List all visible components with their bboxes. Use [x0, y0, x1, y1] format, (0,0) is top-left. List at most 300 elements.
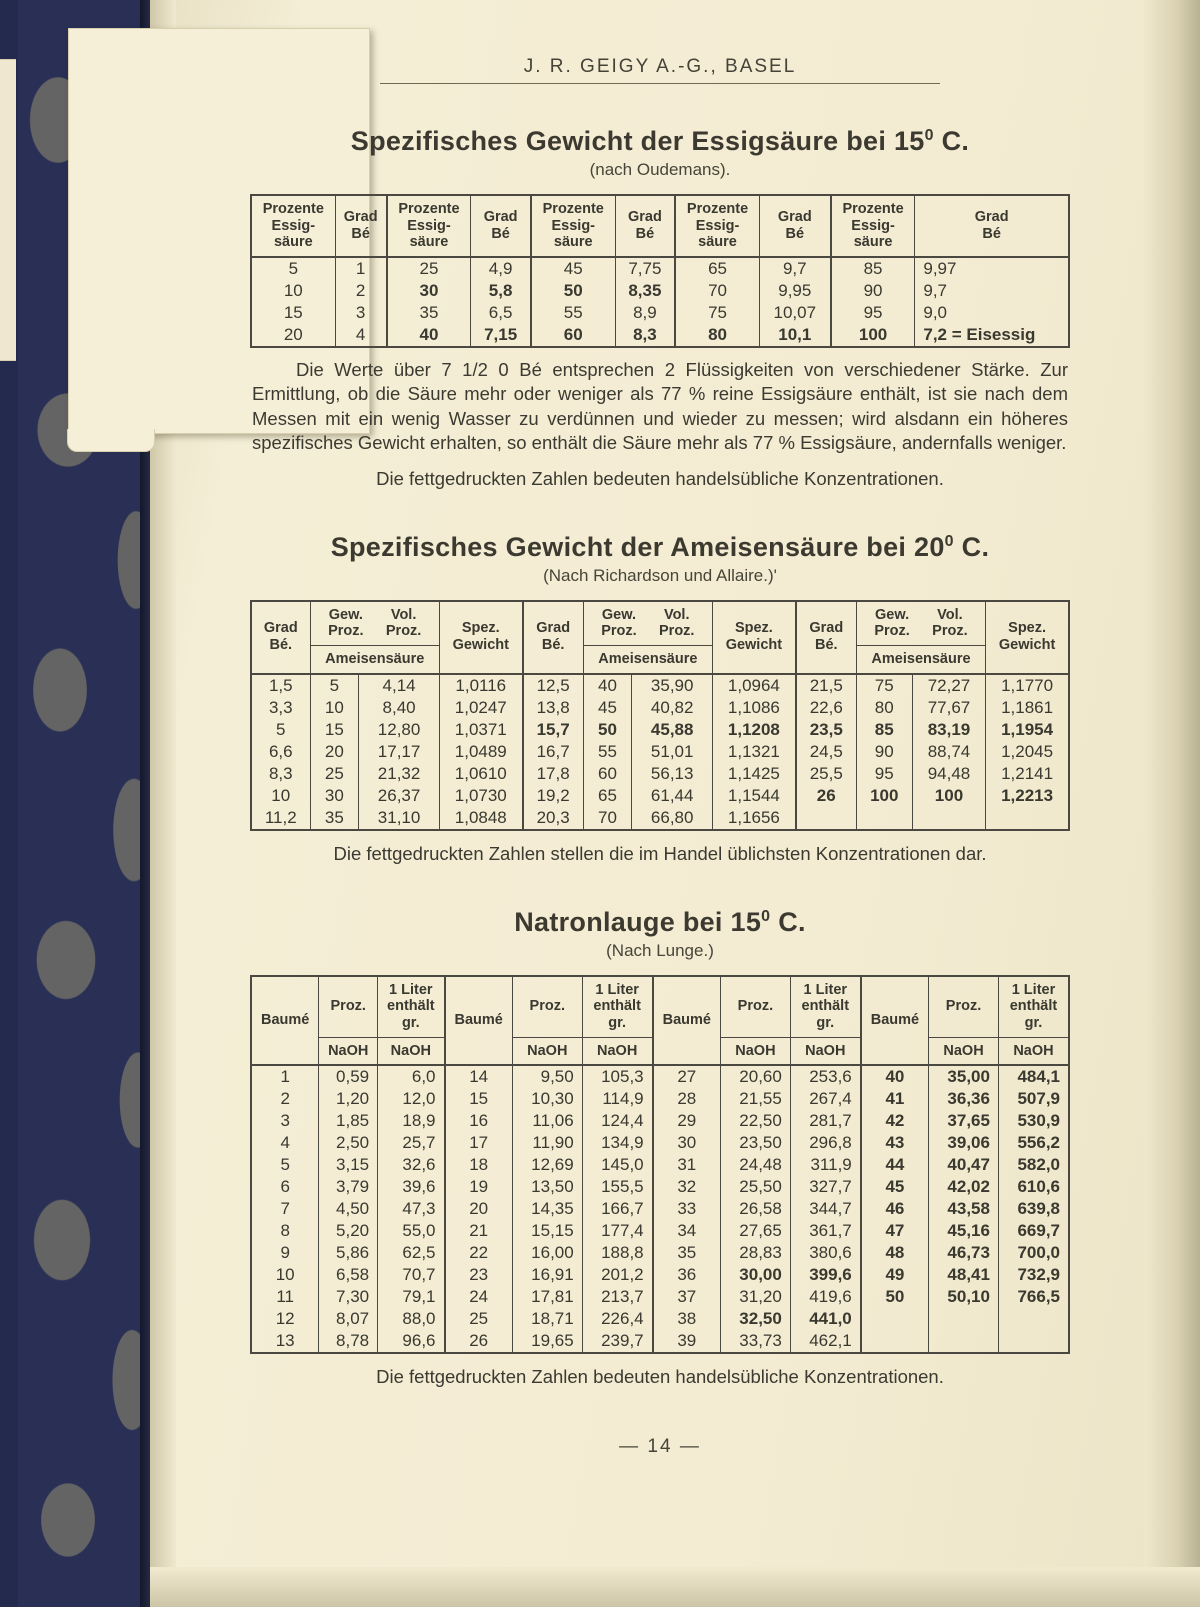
cell: 50 — [531, 280, 615, 302]
table-ameisensaeure — [250, 600, 1070, 831]
section-title-natronlauge — [250, 907, 1070, 938]
table-row — [251, 1242, 1069, 1264]
cell: 3,15 — [319, 1154, 378, 1176]
cell: 1,5 — [268, 675, 293, 695]
col-baume-4: Baumé — [861, 976, 929, 1066]
note-natronlauge: Die fettgedruckten Zahlen bedeuten handelsübliche Konzentrationen. — [376, 1366, 944, 1388]
section1-title-tail: C. — [941, 126, 970, 156]
paragraph-essigsaeure — [252, 358, 1068, 456]
table-row — [251, 1065, 1069, 1088]
cell: 96,6 — [378, 1330, 445, 1353]
col-sub-ameisensaeure-1: Ameisensäure — [310, 645, 439, 673]
cell: 36,36 — [929, 1088, 999, 1110]
section2-degree: 0 — [944, 532, 954, 550]
cell: 45 — [861, 1176, 929, 1198]
col-gew-proz-2: Gew. Proz. — [601, 606, 637, 640]
cell: 33,73 — [720, 1330, 790, 1353]
cell: 1,1861 — [986, 697, 1069, 719]
cell: 15 — [283, 303, 303, 323]
cell: 37 — [653, 1286, 721, 1308]
cell: 38 — [653, 1308, 721, 1330]
cell: 35,00 — [929, 1065, 999, 1088]
cell: 19 — [445, 1176, 513, 1198]
cell — [796, 807, 857, 830]
cell: 7,30 — [319, 1286, 378, 1308]
col-gew-proz-1: Gew. Proz. — [328, 606, 364, 640]
col-gew-vol-1 — [310, 601, 439, 646]
cell: 17 — [445, 1132, 513, 1154]
section1-degree: 0 — [924, 127, 934, 144]
cell — [998, 1330, 1069, 1353]
cell: 33 — [653, 1198, 721, 1220]
cell: 15,15 — [512, 1220, 582, 1242]
cell: 2,50 — [319, 1132, 378, 1154]
unit-naoh-5: NaOH — [720, 1037, 790, 1065]
col-liter-1: 1 Liter enthält gr. — [378, 976, 445, 1038]
cell: 21,5 — [796, 674, 857, 697]
col-grad-2: Grad Bé — [471, 195, 531, 257]
cell: 5,86 — [319, 1242, 378, 1264]
cell: 26 — [445, 1330, 513, 1353]
cell: 35 — [653, 1242, 721, 1264]
cell: 75 — [856, 674, 912, 697]
cell: 39 — [653, 1330, 721, 1353]
cell: 1,0964 — [713, 674, 796, 697]
cell: 9,50 — [512, 1065, 582, 1088]
cell: 213,7 — [582, 1286, 652, 1308]
table-row — [251, 763, 1069, 785]
cell: 16,00 — [512, 1242, 582, 1264]
col-gew-vol-3 — [856, 601, 985, 646]
cell: 39,6 — [378, 1176, 445, 1198]
table-natronlauge — [250, 975, 1070, 1355]
cell: 22,50 — [720, 1110, 790, 1132]
cell: 15 — [445, 1088, 513, 1110]
cell: 16,7 — [523, 741, 584, 763]
cell: 75 — [675, 302, 759, 324]
cell: 88,0 — [378, 1308, 445, 1330]
cell: 60 — [531, 324, 615, 347]
table-row — [251, 1198, 1069, 1220]
cell: 47,3 — [378, 1198, 445, 1220]
section3-title-tail: C. — [778, 906, 806, 937]
cell: 85 — [831, 257, 915, 280]
section1-subtitle: (nach Oudemans). — [589, 160, 731, 179]
table-row — [251, 1330, 1069, 1353]
table-row — [251, 280, 1069, 302]
cell: 46,73 — [929, 1242, 999, 1264]
cell: 12,69 — [512, 1154, 582, 1176]
cell: 28,83 — [720, 1242, 790, 1264]
cell: 1 — [335, 257, 387, 280]
cell: 9,95 — [759, 280, 830, 302]
unit-naoh-3: NaOH — [512, 1037, 582, 1065]
cell: 134,9 — [582, 1132, 652, 1154]
cell: 61,44 — [632, 785, 713, 807]
cell: 1,20 — [319, 1088, 378, 1110]
cell: 45,16 — [929, 1220, 999, 1242]
cell: 11 — [276, 1287, 294, 1307]
cell: 8,3 — [615, 324, 675, 347]
cell: 5,8 — [471, 280, 531, 302]
cell: 100 — [856, 785, 912, 807]
cell: 60 — [583, 763, 632, 785]
cell: 10 — [271, 785, 291, 805]
cell: 166,7 — [582, 1198, 652, 1220]
cell: 4 — [335, 324, 387, 347]
cell: 530,9 — [998, 1110, 1069, 1132]
table-row — [251, 674, 1069, 697]
cell: 26 — [796, 785, 857, 807]
cell: 30 — [387, 280, 471, 302]
cell: 344,7 — [790, 1198, 860, 1220]
cell: 62,5 — [378, 1242, 445, 1264]
cell: 1,0116 — [439, 674, 522, 697]
cell — [861, 1330, 929, 1353]
cell — [998, 1308, 1069, 1330]
cell: 124,4 — [582, 1110, 652, 1132]
cell: 5,20 — [319, 1220, 378, 1242]
cell: 8,40 — [359, 697, 440, 719]
cell: 1,1208 — [713, 719, 796, 741]
cell: 4,14 — [359, 674, 440, 697]
cell: 8,35 — [615, 280, 675, 302]
cell: 380,6 — [790, 1242, 860, 1264]
cell: 12 — [275, 1309, 295, 1329]
cell: 31,20 — [720, 1286, 790, 1308]
cell: 188,8 — [582, 1242, 652, 1264]
cell: 1 — [280, 1067, 290, 1087]
cell: 1,2045 — [986, 741, 1069, 763]
cell: 40 — [861, 1065, 929, 1088]
cell: 95 — [856, 763, 912, 785]
col-proz-2: Proz. — [512, 976, 582, 1038]
page-folio: — 14 — — [619, 1436, 701, 1458]
cell: 582,0 — [998, 1154, 1069, 1176]
cell: 66,80 — [632, 807, 713, 830]
unit-naoh-1: NaOH — [319, 1037, 378, 1065]
col-prozente-1: Prozente Essig- säure — [251, 195, 335, 257]
cell: 17,8 — [523, 763, 584, 785]
cell: 7,2 = Eisessig — [915, 324, 1069, 347]
col-grad-be-3: Grad Bé. — [796, 601, 857, 674]
cell: 1,85 — [319, 1110, 378, 1132]
col-liter-3: 1 Liter enthält gr. — [790, 976, 860, 1038]
table-row — [251, 601, 1069, 646]
cell: 13,50 — [512, 1176, 582, 1198]
cell: 20 — [283, 325, 303, 345]
section3-subtitle: (Nach Lunge.) — [606, 940, 714, 960]
cell: 10 — [283, 281, 303, 301]
cell: 48 — [861, 1242, 929, 1264]
cell: 155,5 — [582, 1176, 652, 1198]
cell: 32 — [653, 1176, 721, 1198]
cell: 55 — [531, 302, 615, 324]
cell: 10,07 — [759, 302, 830, 324]
cell: 327,7 — [790, 1176, 860, 1198]
cell: 72,27 — [912, 674, 985, 697]
cell: 10,30 — [512, 1088, 582, 1110]
cell: 13 — [275, 1331, 295, 1351]
cell: 36 — [653, 1264, 721, 1286]
section-title-essigsaeure — [250, 126, 1070, 157]
cell: 40,47 — [929, 1154, 999, 1176]
cell: 51,01 — [632, 741, 713, 763]
col-baume-1: Baumé — [251, 976, 319, 1066]
cell: 90 — [856, 741, 912, 763]
cell: 361,7 — [790, 1220, 860, 1242]
cell: 8,07 — [319, 1308, 378, 1330]
section3-degree: 0 — [761, 907, 771, 925]
cell: 100 — [831, 324, 915, 347]
cell: 55 — [583, 741, 632, 763]
cell: 3,79 — [319, 1176, 378, 1198]
cell: 24 — [445, 1286, 513, 1308]
cell: 32,50 — [720, 1308, 790, 1330]
cell: 15 — [310, 719, 359, 741]
table-row — [251, 1264, 1069, 1286]
cell: 46 — [861, 1198, 929, 1220]
table-row — [251, 1110, 1069, 1132]
cell: 1,2141 — [986, 763, 1069, 785]
cell: 100 — [912, 785, 985, 807]
cell: 9,97 — [915, 257, 1069, 280]
cell: 32,6 — [378, 1154, 445, 1176]
col-spez-gewicht-1: Spez. Gewicht — [439, 601, 522, 674]
cell: 1,1086 — [713, 697, 796, 719]
table-row — [251, 302, 1069, 324]
cell: 37,65 — [929, 1110, 999, 1132]
page-edge-bottom — [150, 1567, 1200, 1607]
cell: 55,0 — [378, 1220, 445, 1242]
cell: 25 — [310, 763, 359, 785]
table-row — [251, 1132, 1069, 1154]
cell — [912, 807, 985, 830]
cell: 1,1656 — [713, 807, 796, 830]
cell: 25 — [445, 1308, 513, 1330]
cell: 700,0 — [998, 1242, 1069, 1264]
cell: 226,4 — [582, 1308, 652, 1330]
cell: 25 — [387, 257, 471, 280]
cell: 766,5 — [998, 1286, 1069, 1308]
cell — [986, 807, 1069, 830]
cell: 70 — [583, 807, 632, 830]
table-row — [251, 1308, 1069, 1330]
paragraph-essigsaeure-text: Die Werte über 7 1/2 0 Bé entsprechen 2 Flüssigkeiten von verschiedener Stärke. Zur Ermittlung, ob die Säure mehr oder weniger als 77 % reine Essigsäure enthält, ist sie nach dem Messen mit ein wenig Wasser zu verdünnen und wieder zu messen; wird alsdann ein höheres spezifisches Gewicht erhalten, so enthält die Säure mehr als 77 % Essigsäure, andernfalls weniger. — [252, 359, 1068, 454]
col-grad-be-1: Grad Bé. — [251, 601, 310, 674]
cell: 5 — [310, 674, 359, 697]
col-proz-4: Proz. — [929, 976, 999, 1038]
cell — [929, 1330, 999, 1353]
table-row — [251, 324, 1069, 347]
cell: 47 — [861, 1220, 929, 1242]
col-vol-proz-3: Vol. Proz. — [932, 606, 968, 640]
cell: 11,2 — [264, 807, 297, 827]
cell: 1,1770 — [986, 674, 1069, 697]
cell: 3 — [335, 302, 387, 324]
cell: 8,9 — [615, 302, 675, 324]
cell: 20,3 — [523, 807, 584, 830]
cell: 56,13 — [632, 763, 713, 785]
cell: 267,4 — [790, 1088, 860, 1110]
cell: 1,0848 — [439, 807, 522, 830]
col-spez-gewicht-3: Spez. Gewicht — [986, 601, 1069, 674]
col-grad-5: Grad Bé — [915, 195, 1069, 257]
cell: 10 — [310, 697, 359, 719]
cell: 48,41 — [929, 1264, 999, 1286]
cell: 20 — [310, 741, 359, 763]
cell: 556,2 — [998, 1132, 1069, 1154]
cell: 41 — [861, 1088, 929, 1110]
cell: 2 — [280, 1089, 290, 1109]
cell: 18 — [445, 1154, 513, 1176]
cell: 1,1425 — [713, 763, 796, 785]
cell: 201,2 — [582, 1264, 652, 1286]
table-row — [251, 697, 1069, 719]
table-row — [251, 976, 1069, 1038]
table-row — [251, 1176, 1069, 1198]
book-page — [150, 0, 1200, 1607]
cell: 45 — [531, 257, 615, 280]
cell: 1,2213 — [986, 785, 1069, 807]
cell: 177,4 — [582, 1220, 652, 1242]
cell: 34 — [653, 1220, 721, 1242]
cell: 6,5 — [471, 302, 531, 324]
cell: 8,3 — [268, 763, 293, 783]
cell — [929, 1308, 999, 1330]
table-row — [251, 257, 1069, 280]
cell: 83,19 — [912, 719, 985, 741]
cell: 9,7 — [759, 257, 830, 280]
cell: 23 — [445, 1264, 513, 1286]
cell: 11,90 — [512, 1132, 582, 1154]
table-row — [251, 645, 1069, 673]
cell: 65 — [675, 257, 759, 280]
thumb-index-tab — [0, 59, 16, 361]
table-row — [251, 1088, 1069, 1110]
cell: 21,55 — [720, 1088, 790, 1110]
cell: 30 — [310, 785, 359, 807]
cell: 5 — [280, 1155, 290, 1175]
cell: 23,5 — [796, 719, 857, 741]
cell: 18,71 — [512, 1308, 582, 1330]
cell: 26,58 — [720, 1198, 790, 1220]
cell: 25,50 — [720, 1176, 790, 1198]
cell: 40,82 — [632, 697, 713, 719]
page-content — [250, 56, 1070, 1458]
col-grad-be-2: Grad Bé. — [523, 601, 584, 674]
col-vol-proz-2: Vol. Proz. — [659, 606, 695, 640]
col-gew-proz-3: Gew. Proz. — [874, 606, 910, 640]
cell: 9,7 — [915, 280, 1069, 302]
cell: 65 — [583, 785, 632, 807]
col-sub-ameisensaeure-3: Ameisensäure — [856, 645, 985, 673]
col-baume-3: Baumé — [653, 976, 721, 1066]
cell: 1,1321 — [713, 741, 796, 763]
cell: 19,2 — [523, 785, 584, 807]
running-head: J. R. GEIGY A.-G., BASEL — [380, 56, 940, 84]
cell: 484,1 — [998, 1065, 1069, 1088]
unit-naoh-4: NaOH — [582, 1037, 652, 1065]
cell: 3 — [280, 1111, 290, 1131]
col-prozente-5: Prozente Essig- säure — [831, 195, 915, 257]
cell: 50,10 — [929, 1286, 999, 1308]
cell: 25,5 — [796, 763, 857, 785]
cell: 10,1 — [759, 324, 830, 347]
section2-title-tail: C. — [961, 531, 990, 562]
cell: 24,48 — [720, 1154, 790, 1176]
cell: 85 — [856, 719, 912, 741]
cell: 9,0 — [915, 302, 1069, 324]
cell: 79,1 — [378, 1286, 445, 1308]
section1-title-text: Spezifisches Gewicht der Essigsäure bei 15 — [350, 126, 925, 156]
cell: 7,15 — [471, 324, 531, 347]
cell: 35,90 — [632, 674, 713, 697]
cell: 43,58 — [929, 1198, 999, 1220]
cell: 1,1544 — [713, 785, 796, 807]
cell: 7 — [280, 1199, 290, 1219]
col-baume-2: Baumé — [445, 976, 513, 1066]
cell: 419,6 — [790, 1286, 860, 1308]
cell: 11,06 — [512, 1110, 582, 1132]
cell: 45 — [583, 697, 632, 719]
col-proz-3: Proz. — [720, 976, 790, 1038]
cell: 10 — [275, 1265, 295, 1285]
cell: 6,6 — [268, 741, 293, 761]
cell: 14 — [445, 1065, 513, 1088]
cell: 281,7 — [790, 1110, 860, 1132]
table-row — [251, 785, 1069, 807]
cell: 31 — [653, 1154, 721, 1176]
cell: 80 — [675, 324, 759, 347]
cell: 21 — [445, 1220, 513, 1242]
col-liter-4: 1 Liter enthält gr. — [998, 976, 1069, 1038]
cell: 1,1954 — [986, 719, 1069, 741]
table-essigsaeure — [250, 194, 1070, 348]
cell: 1,0247 — [439, 697, 522, 719]
cell: 26,37 — [359, 785, 440, 807]
col-grad-1: Grad Bé — [335, 195, 387, 257]
cell: 24,5 — [796, 741, 857, 763]
section3-title-text: Natronlauge bei 15 — [514, 906, 762, 937]
cell: 35 — [310, 807, 359, 830]
cell: 114,9 — [582, 1088, 652, 1110]
cell: 30 — [653, 1132, 721, 1154]
cell: 95 — [831, 302, 915, 324]
cell: 39,06 — [929, 1132, 999, 1154]
cell: 90 — [831, 280, 915, 302]
cell: 70 — [675, 280, 759, 302]
cell: 18,9 — [378, 1110, 445, 1132]
col-liter-2: 1 Liter enthält gr. — [582, 976, 652, 1038]
unit-naoh-6: NaOH — [790, 1037, 860, 1065]
cell: 105,3 — [582, 1065, 652, 1088]
cell: 40 — [583, 674, 632, 697]
cell: 31,10 — [359, 807, 440, 830]
cell: 4 — [280, 1133, 290, 1153]
cell: 311,9 — [790, 1154, 860, 1176]
cell: 12,5 — [523, 674, 584, 697]
table-row — [251, 195, 1069, 257]
cell: 16,91 — [512, 1264, 582, 1286]
cell: 28 — [653, 1088, 721, 1110]
cell: 94,48 — [912, 763, 985, 785]
cell: 15,7 — [523, 719, 584, 741]
cell: 253,6 — [790, 1065, 860, 1088]
cell: 669,7 — [998, 1220, 1069, 1242]
cell: 27,65 — [720, 1220, 790, 1242]
section2-subtitle: (Nach Richardson und Allaire.)' — [543, 565, 777, 585]
